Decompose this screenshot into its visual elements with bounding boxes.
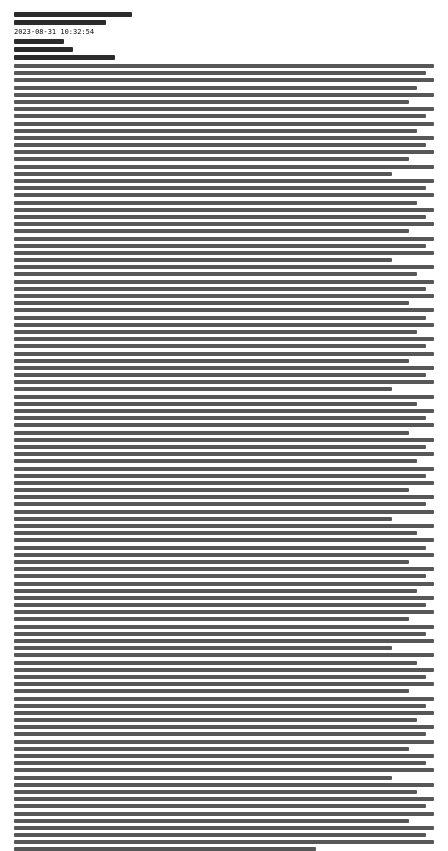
text-line (14, 517, 392, 521)
text-line (14, 625, 434, 629)
text-line (14, 395, 434, 399)
text-line (14, 229, 409, 233)
text-line (14, 718, 417, 722)
text-line (14, 833, 426, 837)
text-line (14, 272, 417, 276)
text-line (14, 639, 434, 643)
text-line (14, 725, 434, 729)
text-line (14, 711, 434, 715)
text-line (14, 344, 426, 348)
text-line (14, 215, 426, 219)
text-line (14, 193, 434, 197)
text-line (14, 804, 426, 808)
text-line (14, 617, 409, 621)
text-line (14, 301, 409, 305)
text-line (14, 337, 434, 341)
header-line (14, 55, 115, 60)
text-line (14, 574, 426, 578)
text-line (14, 452, 434, 456)
text-line (14, 150, 434, 154)
text-line (14, 258, 392, 262)
text-line (14, 661, 417, 665)
text-line (14, 567, 434, 571)
text-line (14, 847, 316, 851)
text-line (14, 840, 434, 844)
text-line (14, 294, 434, 298)
text-line (14, 632, 426, 636)
text-line (14, 122, 434, 126)
text-line (14, 510, 434, 514)
text-line (14, 280, 434, 284)
text-line (14, 208, 434, 212)
text-line (14, 646, 392, 650)
text-line (14, 114, 426, 118)
text-line (14, 819, 409, 823)
text-line (14, 438, 434, 442)
text-line (14, 524, 434, 528)
text-line (14, 502, 426, 506)
text-line (14, 136, 434, 140)
text-line (14, 323, 434, 327)
text-line (14, 287, 426, 291)
text-line (14, 761, 426, 765)
header-line (14, 47, 73, 52)
text-line (14, 553, 434, 557)
text-line (14, 531, 417, 535)
text-line (14, 826, 434, 830)
text-line (14, 244, 426, 248)
text-line (14, 538, 434, 542)
text-line (14, 359, 409, 363)
text-line (14, 776, 392, 780)
text-line (14, 143, 426, 147)
text-line (14, 86, 417, 90)
text-line (14, 582, 434, 586)
text-line (14, 186, 426, 190)
text-line (14, 546, 426, 550)
text-line (14, 653, 434, 657)
text-line (14, 402, 417, 406)
text-line (14, 251, 434, 255)
text-line (14, 71, 426, 75)
text-line (14, 409, 434, 413)
text-line (14, 459, 417, 463)
text-line (14, 165, 434, 169)
text-line (14, 172, 392, 176)
text-line (14, 732, 426, 736)
text-line (14, 93, 434, 97)
text-line (14, 380, 434, 384)
text-line (14, 589, 417, 593)
text-line (14, 78, 434, 82)
text-line (14, 610, 434, 614)
text-line (14, 596, 434, 600)
text-line (14, 222, 434, 226)
text-line (14, 768, 434, 772)
text-line (14, 467, 434, 471)
text-line (14, 783, 434, 787)
text-line (14, 64, 434, 68)
text-line (14, 682, 434, 686)
text-line (14, 237, 434, 241)
text-line (14, 308, 434, 312)
paragraph (14, 64, 434, 851)
text-line (14, 689, 409, 693)
text-line (14, 423, 434, 427)
text-line (14, 445, 426, 449)
text-line (14, 316, 426, 320)
text-line (14, 201, 417, 205)
text-line (14, 740, 434, 744)
text-line (14, 754, 434, 758)
text-line (14, 129, 417, 133)
text-line (14, 797, 434, 801)
text-line (14, 265, 434, 269)
text-line (14, 416, 426, 420)
text-line (14, 495, 434, 499)
header-line (14, 39, 64, 44)
text-line (14, 100, 409, 104)
text-line (14, 366, 434, 370)
text-line (14, 812, 434, 816)
text-line (14, 352, 434, 356)
header-line (14, 20, 106, 25)
text-line (14, 474, 426, 478)
text-line (14, 387, 392, 391)
text-line (14, 373, 426, 377)
text-line (14, 488, 409, 492)
text-line (14, 481, 434, 485)
text-line (14, 697, 434, 701)
text-line (14, 179, 434, 183)
text-line (14, 668, 434, 672)
text-line (14, 747, 409, 751)
header-line (14, 12, 132, 17)
text-line (14, 704, 426, 708)
text-line (14, 790, 417, 794)
text-line (14, 675, 426, 679)
timestamp: 2023-08-31 10:32:54 (14, 28, 95, 36)
text-line (14, 107, 434, 111)
text-line (14, 560, 409, 564)
text-line (14, 431, 409, 435)
text-line (14, 330, 417, 334)
text-line (14, 157, 409, 161)
text-line (14, 603, 426, 607)
